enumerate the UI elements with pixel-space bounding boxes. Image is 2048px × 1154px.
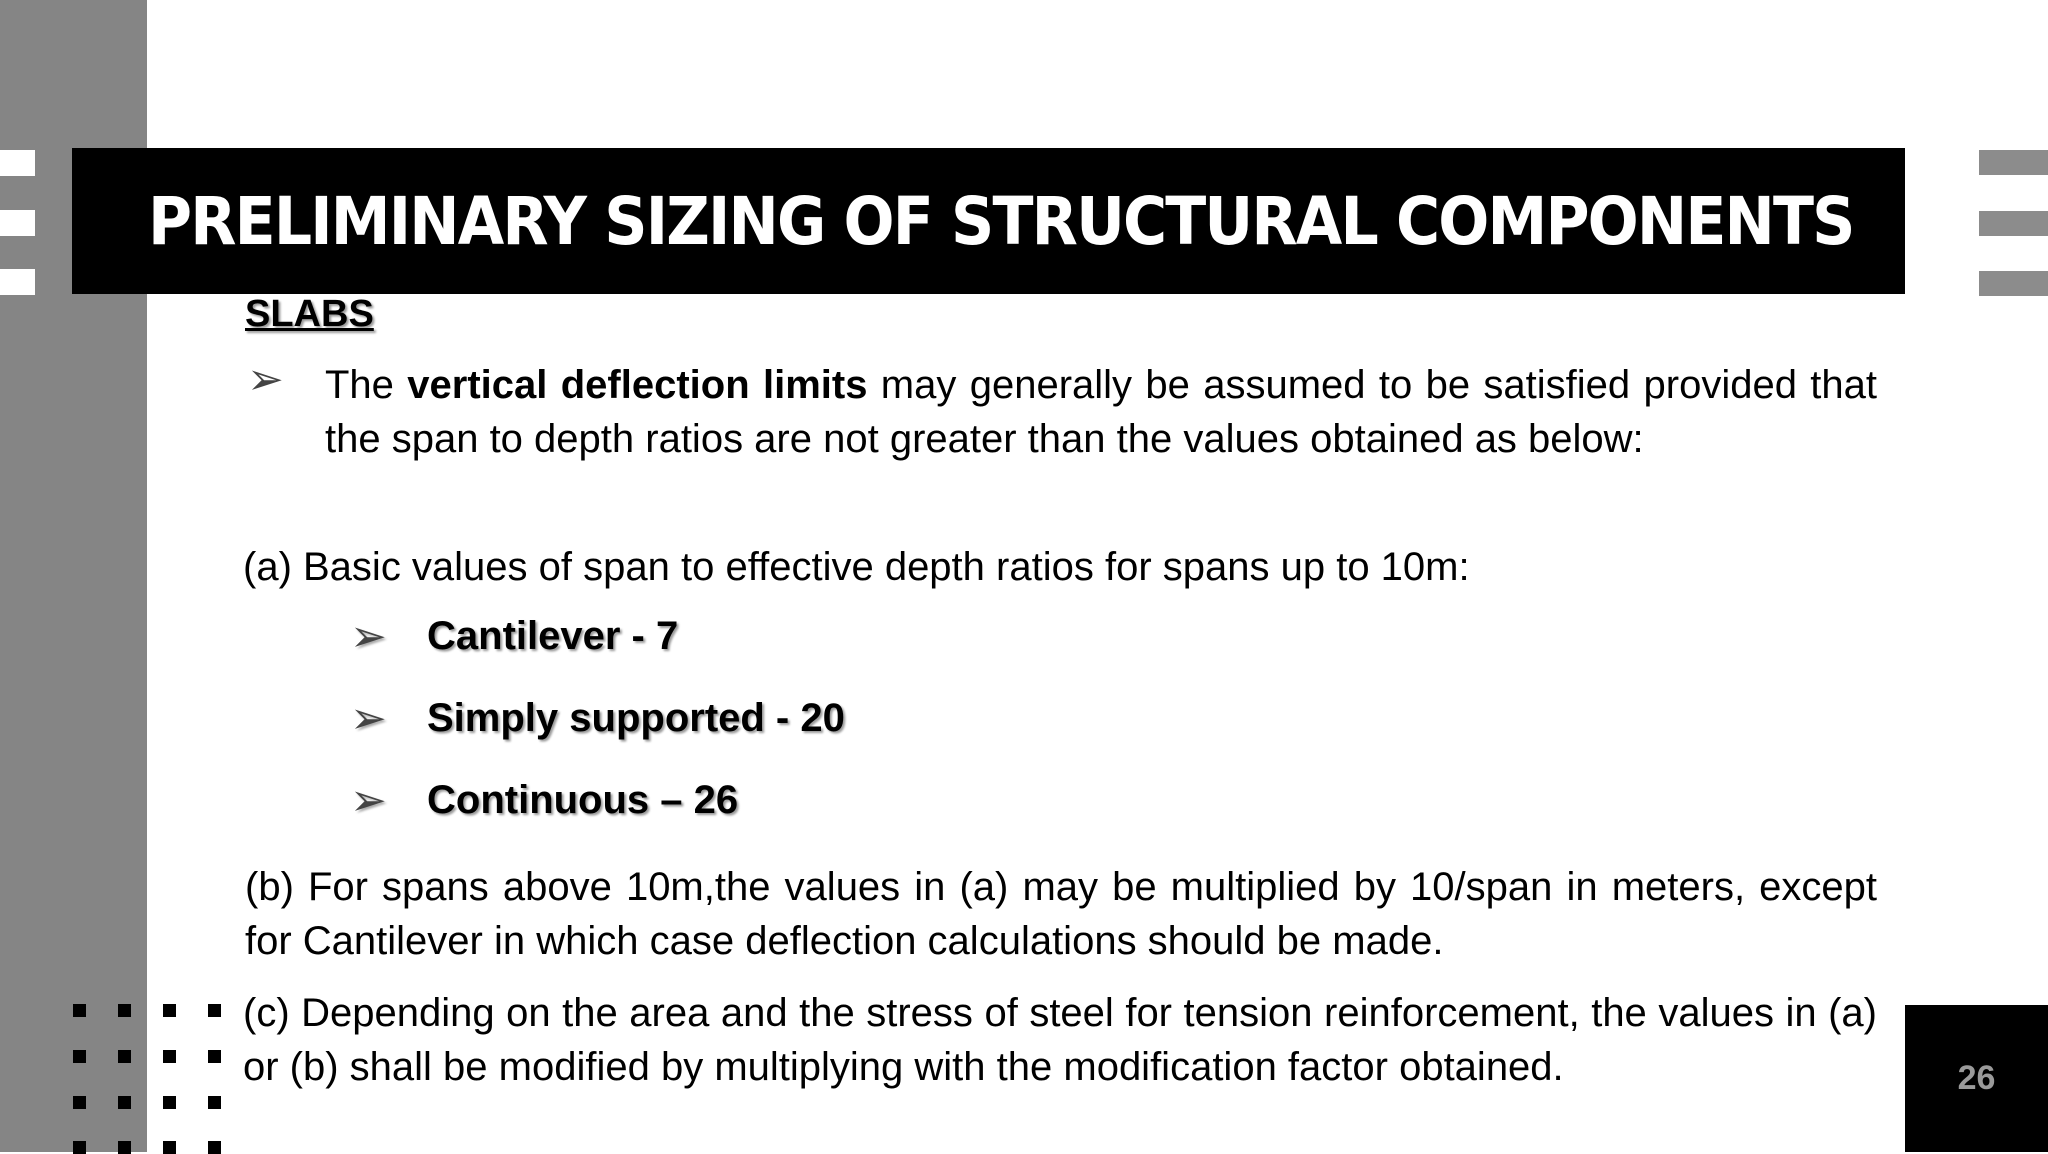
left-decor-bar bbox=[0, 150, 35, 176]
intro-rest: may generally be assumed to be satisfied provided that the span to depth ratios are not greater than the values obtained as below: bbox=[325, 363, 1878, 461]
sub-item-cantilever: Cantilever - 7 bbox=[427, 614, 679, 658]
section-heading: SLABS bbox=[245, 293, 374, 335]
arrow-bullet-icon: ➢ bbox=[247, 355, 284, 404]
title-banner bbox=[72, 148, 1905, 294]
sub-item-simply-supported: Simply supported - 20 bbox=[427, 696, 845, 740]
page-number-box bbox=[1905, 1005, 2048, 1152]
item-c-text: (c) Depending on the area and the stress of steel for tension reinforcement, the values in (a) or (b) shall be modified by multiplying with the modification factor obtained. bbox=[243, 991, 1877, 1089]
right-decor-bar bbox=[1979, 150, 2048, 175]
page-number: 26 bbox=[1957, 1059, 1996, 1097]
item-a-text: (a) Basic values of span to effective depth ratios for spans up to 10m: bbox=[243, 545, 1470, 589]
left-decor-bar bbox=[0, 269, 35, 295]
sub-item-continuous: Continuous – 26 bbox=[427, 778, 739, 822]
intro-lead: The bbox=[325, 363, 408, 407]
arrow-bullet-icon: ➢ bbox=[350, 776, 387, 825]
intro-paragraph bbox=[325, 358, 1877, 466]
arrow-bullet-icon: ➢ bbox=[350, 612, 387, 661]
arrow-bullet-icon: ➢ bbox=[350, 694, 387, 743]
right-decor-bar bbox=[1979, 271, 2048, 296]
slide-title: PRELIMINARY SIZING OF STRUCTURAL COMPONENTS bbox=[148, 182, 1854, 260]
left-decor-bar bbox=[0, 210, 35, 236]
item-b-text: (b) For spans above 10m,the values in (a) may be multiplied by 10/span in meters, except for Cantilever in which case deflection calculations should be made. bbox=[245, 865, 1877, 963]
right-decor-bar bbox=[1979, 211, 2048, 236]
intro-emphasis: vertical deflection limits bbox=[407, 363, 868, 407]
